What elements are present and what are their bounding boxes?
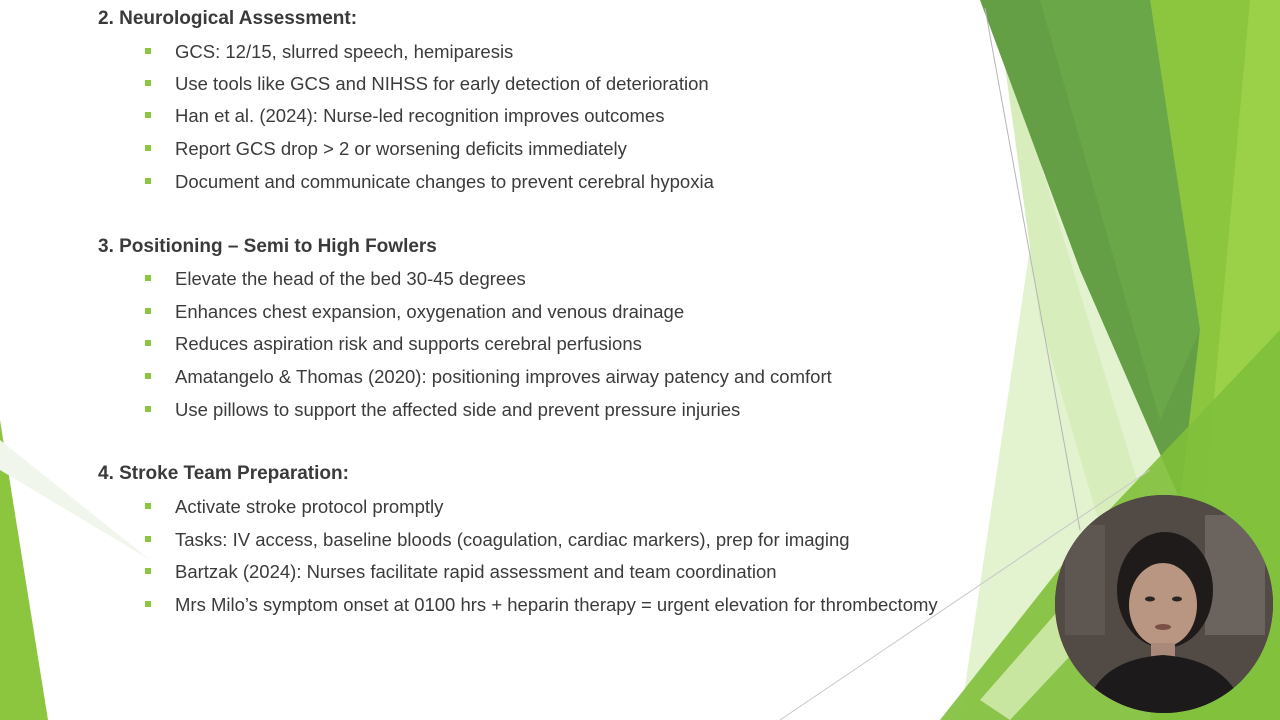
square-bullet-icon xyxy=(145,275,151,281)
bullet-item xyxy=(145,399,740,421)
bullet-text: Use tools like GCS and NIHSS for early detection of deterioration xyxy=(175,73,709,94)
bullet-text: Mrs Milo’s symptom onset at 0100 hrs + heparin therapy = urgent elevation for thrombectomy xyxy=(175,594,938,615)
square-bullet-icon xyxy=(145,145,151,151)
square-bullet-icon xyxy=(145,340,151,346)
bullet-text: Amatangelo & Thomas (2020): positioning improves airway patency and comfort xyxy=(175,366,832,387)
bullet-item xyxy=(145,496,443,518)
presenter-silhouette xyxy=(1055,495,1273,713)
bullet-text: Bartzak (2024): Nurses facilitate rapid assessment and team coordination xyxy=(175,561,777,582)
bullet-text: Document and communicate changes to prevent cerebral hypoxia xyxy=(175,171,714,192)
bullet-item xyxy=(145,301,684,323)
bullet-text: Tasks: IV access, baseline bloods (coagulation, cardiac markers), prep for imaging xyxy=(175,529,850,550)
bullet-text: GCS: 12/15, slurred speech, hemiparesis xyxy=(175,41,514,62)
bullet-item xyxy=(145,561,777,583)
bullet-text: Use pillows to support the affected side and prevent pressure injuries xyxy=(175,399,741,420)
square-bullet-icon xyxy=(145,568,151,574)
bullet-item xyxy=(145,333,642,355)
section-heading-positioning: 3. Positioning – Semi to High Fowlers xyxy=(98,236,437,257)
bullet-item xyxy=(145,529,850,551)
square-bullet-icon xyxy=(145,178,151,184)
square-bullet-icon xyxy=(145,406,151,412)
bullet-item xyxy=(145,594,938,616)
bullet-item xyxy=(145,138,627,160)
presenter-webcam xyxy=(1055,495,1273,713)
bullet-text: Enhances chest expansion, oxygenation and venous drainage xyxy=(175,301,685,322)
bullet-item xyxy=(145,366,832,388)
section-heading-neuro: 2. Neurological Assessment: xyxy=(98,8,358,29)
square-bullet-icon xyxy=(145,536,151,542)
bullet-text: Reduces aspiration risk and supports cerebral perfusions xyxy=(175,333,642,354)
section-heading-stroke-team: 4. Stroke Team Preparation: xyxy=(98,463,349,484)
square-bullet-icon xyxy=(145,48,151,54)
bullet-item xyxy=(145,171,714,193)
bullet-item xyxy=(145,105,664,127)
bullet-text: Elevate the head of the bed 30-45 degrees xyxy=(175,268,526,289)
bullet-text: Activate stroke protocol promptly xyxy=(175,496,444,517)
bullet-item xyxy=(145,268,526,290)
bullet-item xyxy=(145,73,709,95)
square-bullet-icon xyxy=(145,503,151,509)
bullet-item xyxy=(145,41,513,63)
bullet-text: Report GCS drop > 2 or worsening deficits immediately xyxy=(175,138,627,159)
bullet-text: Han et al. (2024): Nurse-led recognition improves outcomes xyxy=(175,105,665,126)
square-bullet-icon xyxy=(145,112,151,118)
square-bullet-icon xyxy=(145,308,151,314)
square-bullet-icon xyxy=(145,601,151,607)
square-bullet-icon xyxy=(145,80,151,86)
square-bullet-icon xyxy=(145,373,151,379)
